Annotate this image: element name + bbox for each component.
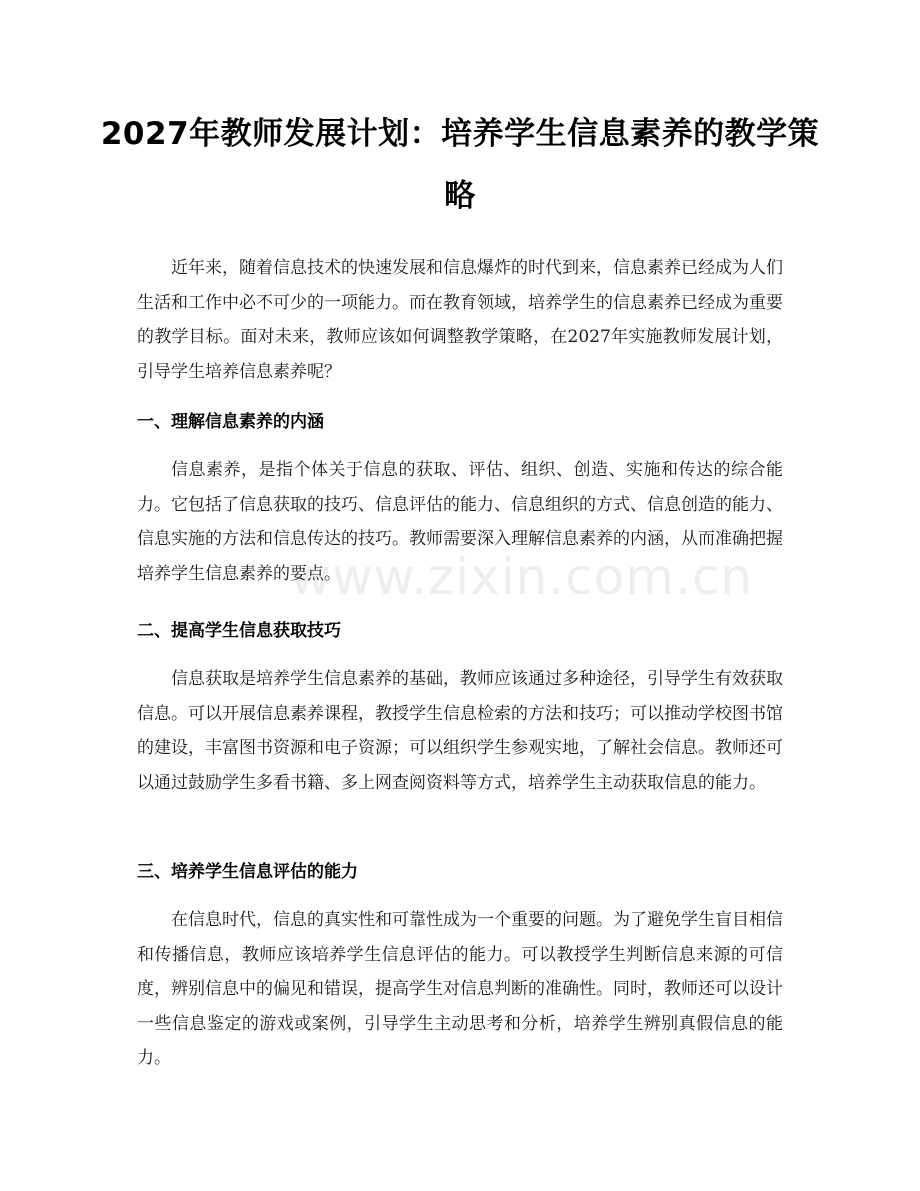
document-title: 2027年教师发展计划：培养学生信息素养的教学策略 xyxy=(100,116,820,214)
section-1-paragraph: 信息素养，是指个体关于信息的获取、评估、组织、创造、实施和传达的综合能力。它包括了信息获取的技巧、信息评估的能力、信息组织的方式、信息创造的能力、信息实施的方法和信息传达的技巧。教师需要深入理解信息素养的内涵，从而准确把握培养学生信息素养的要点。 xyxy=(137,460,783,584)
intro-paragraph: 近年来，随着信息技术的快速发展和信息爆炸的时代到来，信息素养已经成为人们生活和工作中必不可少的一项能力。而在教育领域，培养学生的信息素养已经成为重要的教学目标。面对未来，教师应该如何调整教学策略，在2027年实施教师发展计划，引导学生培养信息素养呢？ xyxy=(137,258,783,382)
section-2-heading: 二、提高学生信息获取技巧 xyxy=(137,621,341,641)
section-1-heading: 一、理解信息素养的内涵 xyxy=(137,412,324,432)
section-3-heading: 三、培养学生信息评估的能力 xyxy=(137,862,358,882)
watermark-text: www.zixin.com.cn xyxy=(290,548,754,606)
section-2-paragraph: 信息获取是培养学生信息素养的基础，教师应该通过多种途径，引导学生有效获取信息。可以开展信息素养课程，教授学生信息检索的方法和技巧；可以推动学校图书馆的建设，丰富图书资源和电子资源；可以组织学生参观实地，了解社会信息。教师还可以通过鼓励学生多看书籍、多上网查阅资料等方式，培养学生主动获取信息的能力。 xyxy=(137,669,783,793)
section-3-paragraph: 在信息时代，信息的真实性和可靠性成为一个重要的问题。为了避免学生盲目相信和传播信息，教师应该培养学生信息评估的能力。可以教授学生判断信息来源的可信度，辨别信息中的偏见和错误，提高学生对信息判断的准确性。同时，教师还可以设计一些信息鉴定的游戏或案例，引导学生主动思考和分析，培养学生辨别真假信息的能力。 xyxy=(137,910,783,1068)
